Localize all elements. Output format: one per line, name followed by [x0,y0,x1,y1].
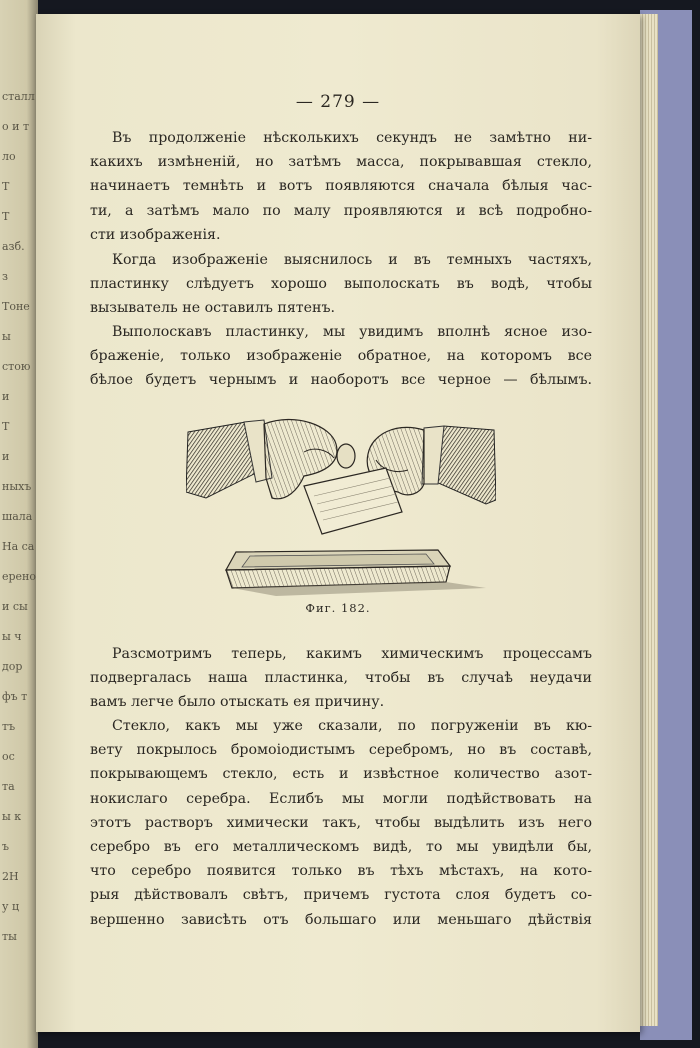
facing-page-fragment: и сы [2,600,28,613]
text-line: ти, а затѣмъ мало по малу проявляются и всѣ подробно- [90,202,592,219]
facing-page [0,0,38,1048]
paragraph-3 [90,320,592,393]
facing-page-fragment: у ц [2,900,20,913]
facing-page-fragment: Т [2,180,10,193]
facing-page-fragment: ты [2,930,17,943]
text-line: рыя дѣйствовалъ свѣтъ, причемъ густота слоя будетъ со- [90,887,592,904]
facing-page-fragment: Т [2,420,10,433]
facing-page-fragment: ы [2,330,11,343]
paragraph-1 [90,126,592,247]
facing-page-fragment: ъ [2,840,9,853]
text-line: Стекло, какъ мы уже сказали, по погруженіи въ кю- [112,718,592,734]
facing-page-fragment: и [2,390,10,403]
paragraph-2 [90,248,592,321]
text-line: вету покрылось бромоіодистымъ серебромъ, но въ составѣ, [90,742,592,759]
text-line: какихъ измѣненій, но затѣмъ масса, покрывавшая стекло, [90,154,592,171]
text-line: нокислаго серебра. Еслибъ мы могли подѣйствовать на [90,790,592,807]
text-line: бѣлое будетъ чернымъ и наоборотъ все черное — бѣлымъ. [90,372,592,389]
facing-page-fragment: ы к [2,810,22,823]
book-page [36,14,640,1032]
facing-page-fragment: ныхъ [2,480,32,493]
text-line: вершенно зависѣть отъ большаго или меньшаго дѣйствія [90,911,592,928]
text-line: Разсмотримъ теперь, какимъ химическимъ процессамъ [112,646,592,662]
facing-page-fragment: дор [2,660,23,673]
facing-page-fragment: та [2,780,15,793]
facing-page-fragment: ло [2,150,16,163]
text-line: подвергалась наша пластинка, чтобы въ случаѣ неудачи [90,670,592,687]
facing-page-fragment: Ha ca [2,540,35,553]
text-line: покрывающемъ стекло, есть и извѣстное количество азот- [90,766,592,783]
text-line: серебро въ его металлическомъ видѣ, то мы увидѣли бы, [90,839,592,856]
text-line: браженіе, только изображеніе обратное, на которомъ все [90,348,592,365]
facing-page-fragment: азб. [2,240,25,253]
text-line: вамъ легче было отыскать ея причину. [90,694,385,711]
facing-page-fragment: з [2,270,8,283]
text-line: начинаетъ темнѣть и вотъ появляются сначала бѣлыя час- [90,178,592,195]
text-line: Въ продолженіе нѣсколькихъ секундъ не замѣтно ни- [112,130,592,146]
figure-caption: Фиг. 182. [305,601,371,615]
paragraph-4 [90,642,592,715]
facing-page-fragment: ерено [2,570,37,583]
facing-page-fragment: шала [2,510,33,523]
text-line: вызыватель не оставилъ пятенъ. [90,300,336,317]
facing-page-fragment: о и т [2,120,30,133]
engraving-hands-and-tray-illustration [186,412,496,602]
facing-page-fragment: Т [2,210,10,223]
facing-page-fragment: Тоне [2,300,30,313]
text-line: что серебро появится только въ тѣхъ мѣстахъ, на кото- [90,863,592,880]
facing-page-fragment: и [2,450,10,463]
text-line: пластинку слѣдуетъ хорошо выполоскать въ водѣ, чтобы [90,276,592,293]
facing-page-fragment: ос [2,750,15,763]
text-line: Выполоскавъ пластинку, мы увидимъ вполнѣ ясное изо- [112,324,592,340]
facing-page-fragment: ы ч [2,630,22,643]
text-line: Когда изображеніе выяснилось и въ темныхъ частяхъ, [112,252,592,268]
facing-page-fragment: тъ [2,720,16,733]
text-line: сти изображенія. [90,226,221,243]
facing-page-fragment: стою [2,360,31,373]
facing-page-fragment: сталл [2,90,35,103]
facing-page-fragment: 2Н [2,870,19,883]
text-line: этотъ растворъ химически такъ, чтобы выдѣлить изъ него [90,814,592,831]
facing-page-fragment: фъ т [2,690,28,703]
page-number: — 279 — [295,92,381,112]
paragraph-5 [90,714,592,932]
